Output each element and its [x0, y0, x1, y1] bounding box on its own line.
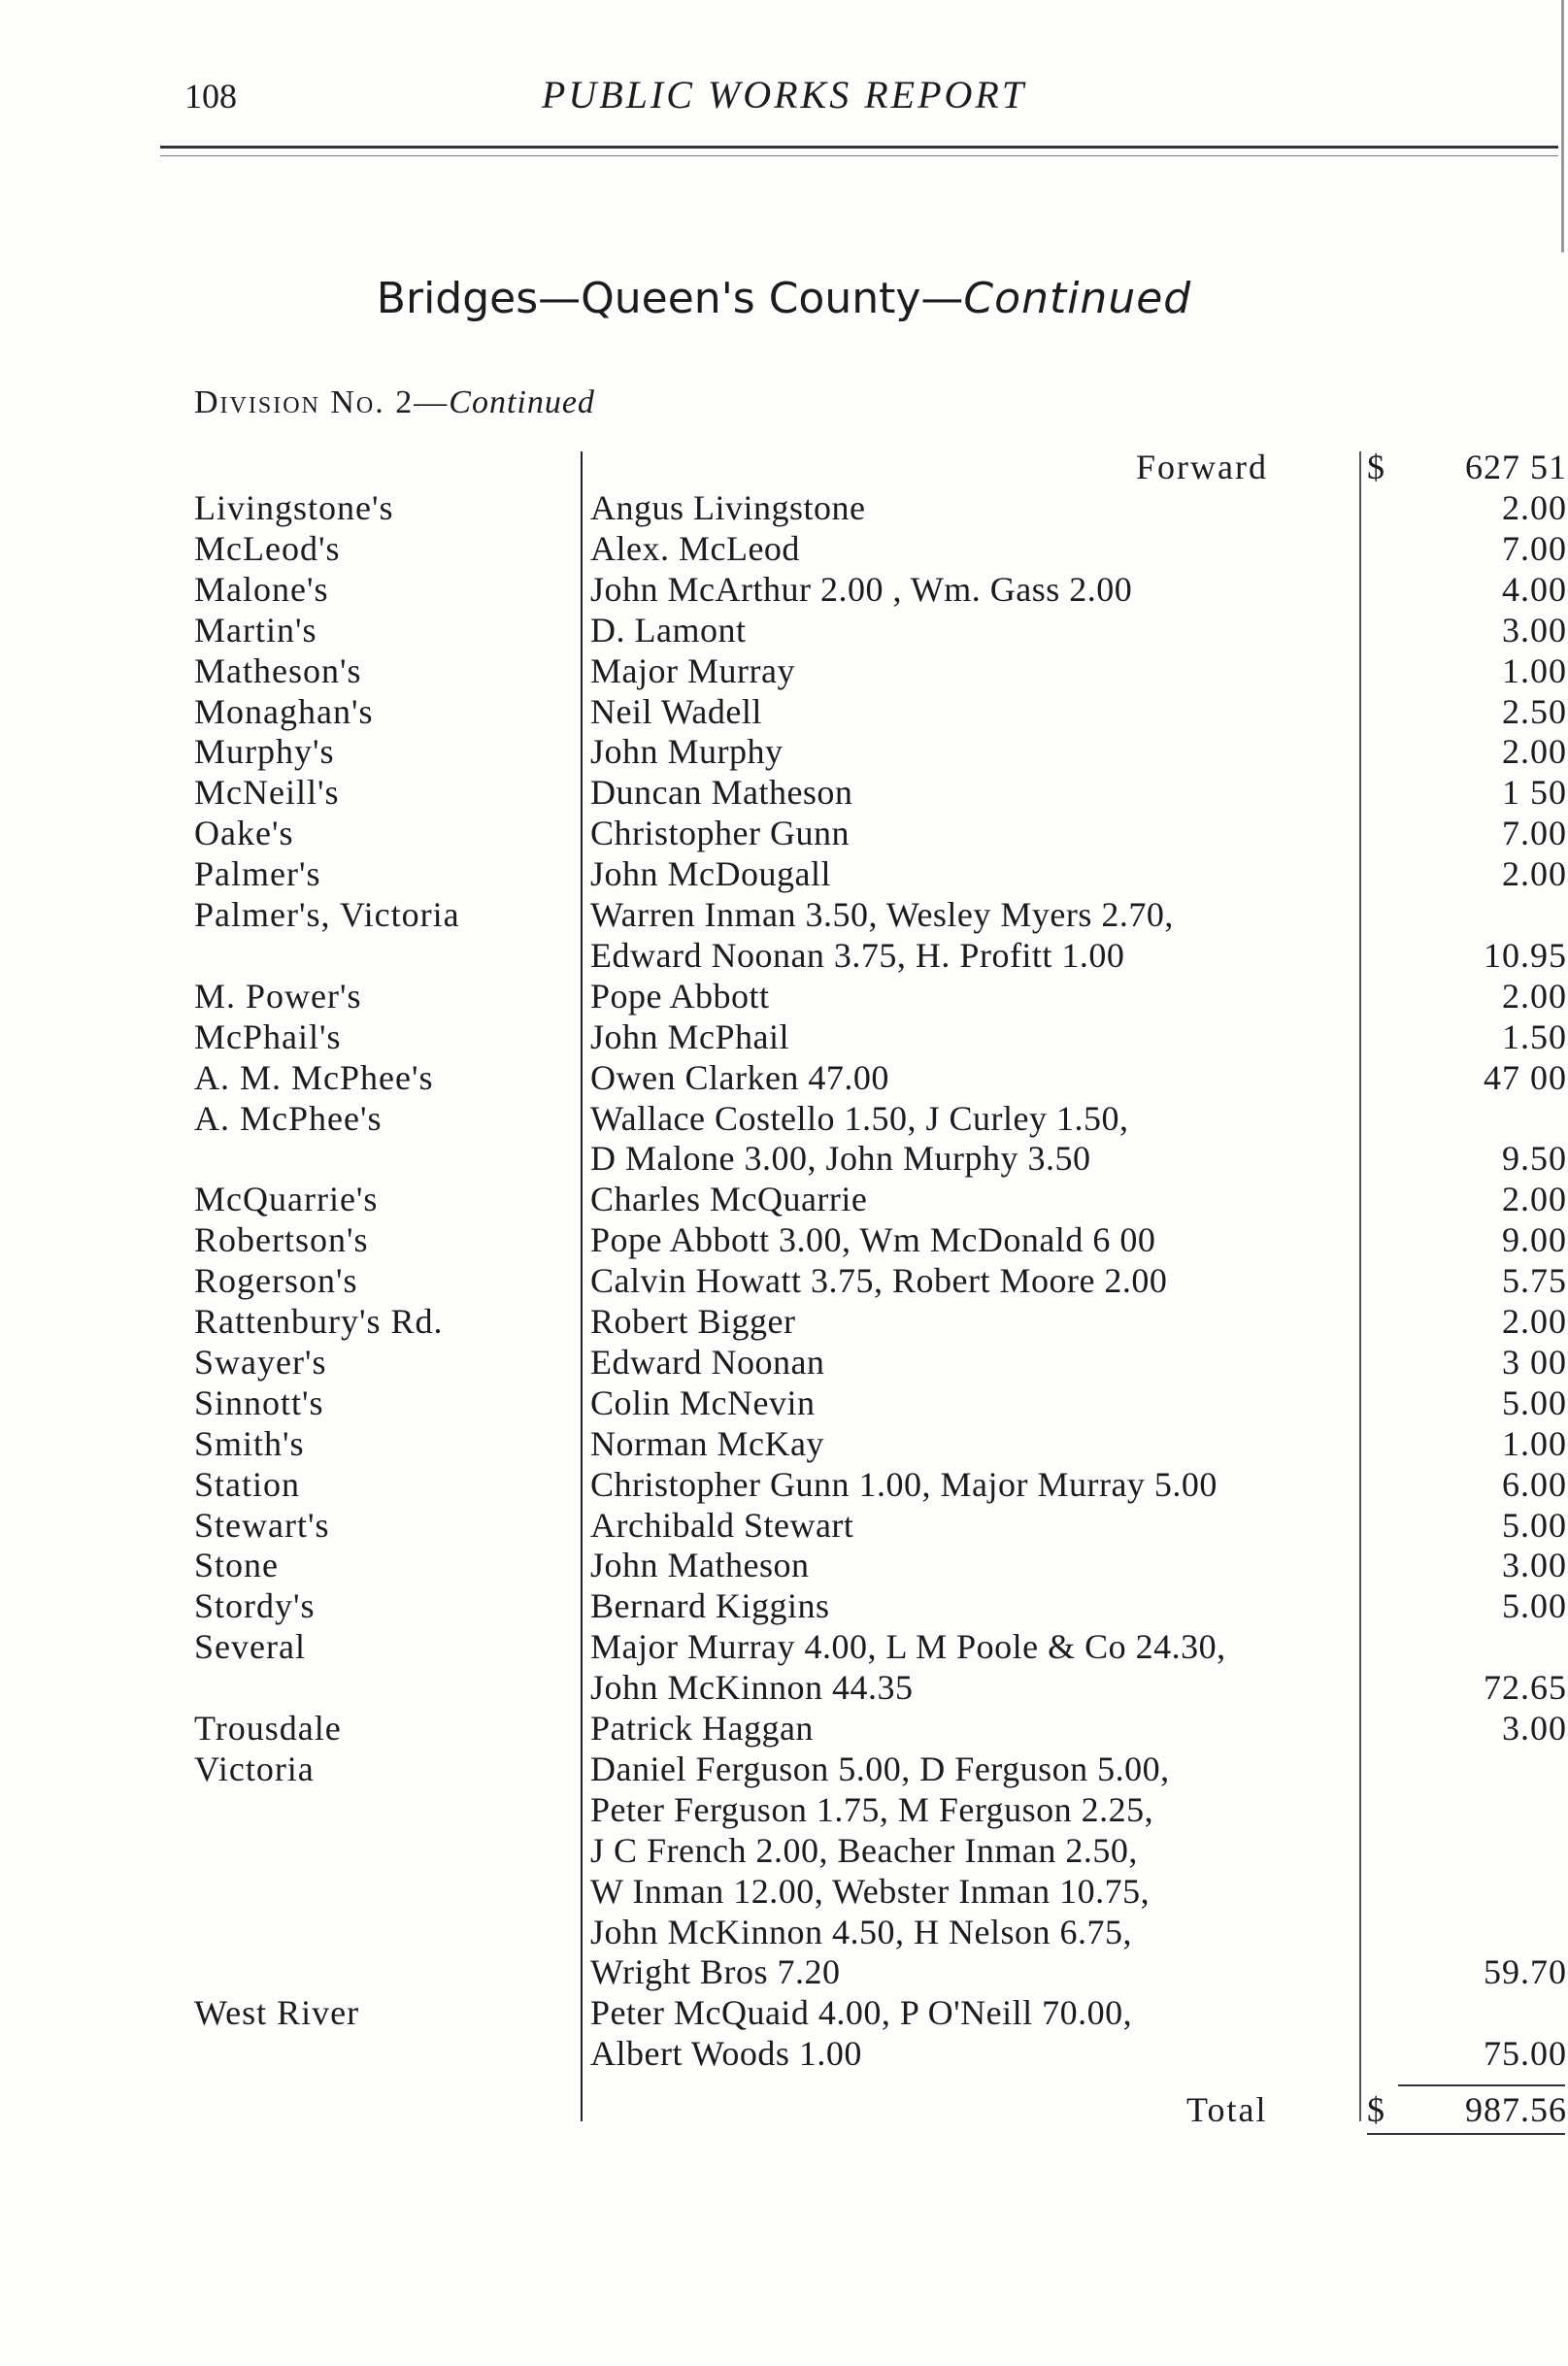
payees: Major Murray — [590, 650, 795, 690]
row-amount: 3 00 — [1502, 1342, 1567, 1382]
bridge-name: McLeod's — [194, 528, 341, 568]
bridge-name: McNeill's — [194, 773, 340, 813]
row-amount: 10.95 — [1484, 935, 1567, 975]
row-amount: 5.00 — [1502, 1383, 1567, 1422]
ledger-row — [0, 976, 1568, 1016]
payees: Pope Abbott — [590, 976, 770, 1016]
payees: Major Murray 4.00, L M Poole & Co 24.30, — [590, 1627, 1226, 1667]
bridge-name: M. Power's — [194, 976, 362, 1016]
bridge-name: Smith's — [194, 1423, 305, 1463]
section-title-main: Bridges—Queen's County— — [376, 274, 964, 323]
bridge-name: Sinnott's — [194, 1383, 324, 1422]
row-amount: 5.75 — [1502, 1261, 1567, 1301]
ledger-row — [0, 1992, 1568, 2033]
payees: Peter McQuaid 4.00, P O'Neill 70.00, — [590, 1993, 1133, 2033]
bridge-name: West River — [194, 1993, 360, 2033]
row-amount: 59.70 — [1484, 1952, 1567, 1992]
bridge-name: Palmer's — [194, 854, 321, 894]
ledger-row — [0, 1626, 1568, 1667]
payees: Pope Abbott 3.00, Wm McDonald 6 00 — [590, 1220, 1156, 1260]
row-amount: 9.00 — [1502, 1220, 1567, 1260]
division-continued: Continued — [449, 384, 595, 420]
payees: Bernard Kiggins — [590, 1586, 830, 1626]
ledger-row — [0, 1423, 1568, 1464]
ledger-row — [0, 1505, 1568, 1546]
payees: Alex. McLeod — [590, 528, 800, 568]
payees: Patrick Haggan — [590, 1709, 814, 1748]
payees: Daniel Ferguson 5.00, D Ferguson 5.00, — [590, 1749, 1170, 1788]
payees: Peter Ferguson 1.75, M Ferguson 2.25, — [590, 1789, 1154, 1829]
payees: John Murphy — [590, 732, 784, 772]
payees: Neil Wadell — [590, 691, 762, 731]
ledger-row — [0, 1383, 1568, 1423]
bridge-name: Murphy's — [194, 732, 335, 772]
bridge-name: Monaghan's — [194, 691, 374, 731]
bridge-name: Rattenbury's Rd. — [194, 1302, 444, 1341]
row-amount: 75.00 — [1484, 2034, 1567, 2074]
row-amount: 5.00 — [1502, 1586, 1567, 1626]
ledger-row — [0, 1871, 1568, 1912]
row-amount: 2.00 — [1502, 1180, 1567, 1219]
bridge-name: Stone — [194, 1546, 280, 1585]
ledger-row — [0, 853, 1568, 894]
ledger-row — [0, 691, 1568, 732]
bridge-name: McPhail's — [194, 1016, 342, 1056]
payees: Warren Inman 3.50, Wesley Myers 2.70, — [590, 895, 1174, 934]
row-amount: 5.00 — [1502, 1505, 1567, 1545]
bridge-name: Malone's — [194, 569, 329, 609]
ledger-row — [0, 528, 1568, 569]
payees: John McArthur 2.00 , Wm. Gass 2.00 — [590, 569, 1133, 609]
bridge-name: Swayer's — [194, 1342, 327, 1382]
row-amount: 1.00 — [1502, 650, 1567, 690]
ledger-row — [0, 1016, 1568, 1057]
bridge-name: McQuarrie's — [194, 1180, 379, 1219]
ledger-row — [0, 610, 1568, 650]
running-head: PUBLIC WORKS REPORT — [541, 73, 1027, 117]
section-title-continued: Continued — [963, 274, 1192, 323]
ledger-row — [0, 1098, 1568, 1139]
payees: Duncan Matheson — [590, 773, 853, 813]
division-label: Division No. 2— — [194, 384, 450, 420]
payees: Colin McNevin — [590, 1383, 816, 1422]
bridge-name: Livingstone's — [194, 488, 394, 527]
ledger-row — [0, 1545, 1568, 1585]
row-amount: 2.00 — [1502, 1302, 1567, 1341]
bridge-name: Martin's — [194, 610, 317, 650]
payees: Archibald Stewart — [590, 1505, 854, 1545]
payees: Edward Noonan 3.75, H. Profitt 1.00 — [590, 935, 1125, 975]
payees: Christopher Gunn 1.00, Major Murray 5.00 — [590, 1464, 1218, 1504]
ledger-row — [0, 1708, 1568, 1749]
row-amount: 2.00 — [1502, 732, 1567, 772]
bridge-name: Trousdale — [194, 1709, 342, 1748]
payees: Owen Clarken 47.00 — [590, 1057, 889, 1097]
payees: Christopher Gunn — [590, 814, 850, 853]
ledger-row — [0, 1464, 1568, 1505]
bridge-name: Victoria — [194, 1749, 315, 1788]
row-amount: 9.50 — [1502, 1139, 1567, 1179]
ledger-row — [0, 1179, 1568, 1219]
row-amount: 3.00 — [1502, 610, 1567, 650]
bridge-name: A. McPhee's — [194, 1098, 383, 1138]
row-amount: 7.00 — [1502, 528, 1567, 568]
ledger-row — [0, 1951, 1568, 1992]
payees: John McKinnon 4.50, H Nelson 6.75, — [590, 1912, 1132, 1951]
bridge-name: Station — [194, 1464, 301, 1504]
ledger-row — [0, 1667, 1568, 1708]
total-row — [0, 2089, 1568, 2130]
row-amount: 6.00 — [1502, 1464, 1567, 1504]
payees: Charles McQuarrie — [590, 1180, 868, 1219]
page-number: 108 — [184, 77, 237, 116]
ledger-row — [0, 650, 1568, 691]
payees: Calvin Howatt 3.75, Robert Moore 2.00 — [590, 1261, 1168, 1301]
ledger-row — [0, 1219, 1568, 1260]
ledger-row — [0, 894, 1568, 935]
bridge-name: Palmer's, Victoria — [194, 895, 460, 934]
payees: John McKinnon 44.35 — [590, 1668, 914, 1708]
ledger-row — [0, 1301, 1568, 1342]
row-amount: 72.65 — [1484, 1668, 1567, 1708]
ledger-row — [0, 1138, 1568, 1179]
payees: John Matheson — [590, 1546, 810, 1585]
row-amount: 3.00 — [1502, 1546, 1567, 1585]
row-amount: 1 50 — [1502, 773, 1567, 813]
total-label: Total — [1186, 2090, 1268, 2129]
forward-amount: 627 51 — [1465, 448, 1567, 486]
payees: Norman McKay — [590, 1423, 824, 1463]
bridge-name: Several — [194, 1627, 306, 1667]
row-amount: 2.00 — [1502, 854, 1567, 894]
payees: John McPhail — [590, 1016, 790, 1056]
payees: Edward Noonan — [590, 1342, 825, 1382]
row-amount: 4.00 — [1502, 569, 1567, 609]
ledger-row — [0, 1260, 1568, 1301]
payees: J C French 2.00, Beacher Inman 2.50, — [590, 1830, 1138, 1870]
row-amount: 47 00 — [1484, 1057, 1567, 1097]
ledger-row — [0, 1912, 1568, 1952]
payees: Wright Bros 7.20 — [590, 1952, 841, 1992]
payees: Angus Livingstone — [590, 488, 866, 527]
ledger-row — [0, 2033, 1568, 2074]
payees: Albert Woods 1.00 — [590, 2034, 862, 2074]
payees: W Inman 12.00, Webster Inman 10.75, — [590, 1871, 1151, 1911]
payees: John McDougall — [590, 854, 831, 894]
ledger-row — [0, 1585, 1568, 1626]
bridge-name: A. M. McPhee's — [194, 1057, 434, 1097]
total-amount: 987.56 — [1465, 2090, 1567, 2129]
forward-label: Forward — [1136, 448, 1268, 486]
row-amount: 2.00 — [1502, 488, 1567, 527]
payees: D. Lamont — [590, 610, 747, 650]
ledger-row — [0, 1830, 1568, 1871]
ledger-row — [0, 1057, 1568, 1098]
forward-row — [0, 447, 1568, 487]
payees: Robert Bigger — [590, 1302, 796, 1341]
ledger-row — [0, 569, 1568, 610]
row-amount: 1.50 — [1502, 1016, 1567, 1056]
forward-dollar-sign: $ — [1367, 448, 1385, 486]
total-underline — [1367, 2133, 1565, 2135]
bridge-name: Matheson's — [194, 650, 362, 690]
ledger-row — [0, 935, 1568, 976]
ledger-row — [0, 1342, 1568, 1383]
sum-rule — [1398, 2084, 1565, 2086]
bridge-name: Oake's — [194, 814, 294, 853]
row-amount: 1.00 — [1502, 1423, 1567, 1463]
payees: Wallace Costello 1.50, J Curley 1.50, — [590, 1098, 1129, 1138]
row-amount: 2.00 — [1502, 976, 1567, 1016]
ledger-row — [0, 731, 1568, 772]
ledger-row — [0, 487, 1568, 528]
ledger-row — [0, 813, 1568, 853]
bridge-name: Stordy's — [194, 1586, 316, 1626]
ledger-row — [0, 1789, 1568, 1830]
row-amount: 2.50 — [1502, 691, 1567, 731]
bridge-name: Robertson's — [194, 1220, 369, 1260]
bridge-name: Stewart's — [194, 1505, 330, 1545]
payees: D Malone 3.00, John Murphy 3.50 — [590, 1139, 1091, 1179]
row-amount: 3.00 — [1502, 1709, 1567, 1748]
row-amount: 7.00 — [1502, 814, 1567, 853]
ledger-row — [0, 1749, 1568, 1789]
ledger-row — [0, 772, 1568, 813]
total-dollar-sign: $ — [1367, 2090, 1385, 2129]
bridge-name: Rogerson's — [194, 1261, 358, 1301]
